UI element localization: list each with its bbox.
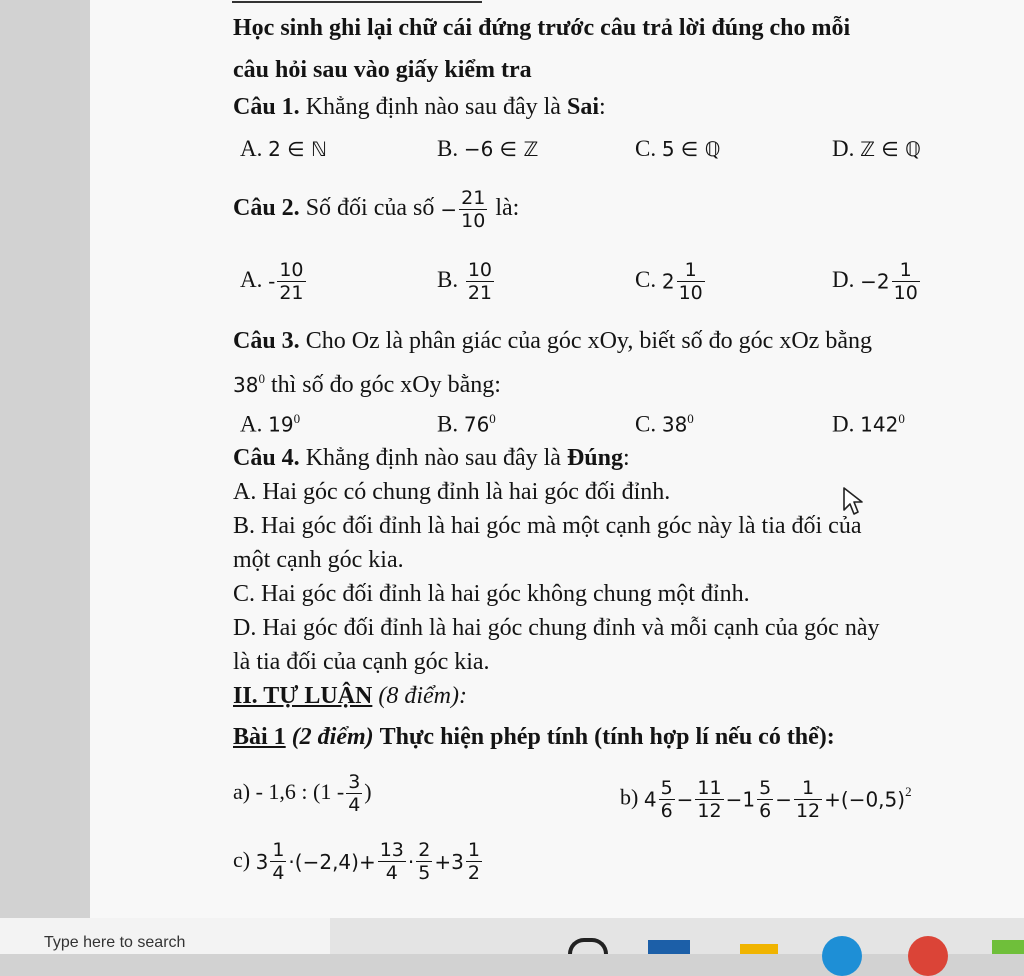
q1-option-c: C. 5 ∈ ℚ: [635, 136, 721, 161]
exercise-1-label: Bài 1: [233, 724, 286, 750]
q1-option-a: A. 2 ∈ ℕ: [240, 136, 328, 161]
question-1-emphasis: Sai: [566, 94, 599, 120]
question-2-fraction: $\frac{21}{10}$: [461, 186, 486, 232]
q3-option-a: A. $19^0$: [240, 411, 301, 437]
question-4-label: Câu 4.: [233, 445, 300, 471]
question-3: [233, 326, 872, 356]
edge-browser-icon[interactable]: [822, 936, 862, 976]
q3-option-b: B. $76^0$: [437, 411, 496, 437]
q2-option-a: A. - $\frac{10}{21}$: [240, 259, 304, 305]
q4-option-c: C. Hai góc đối đỉnh là hai góc không chung một đỉnh.: [233, 581, 750, 607]
exercise-1-points: (2 điểm): [291, 724, 374, 750]
q2-option-b: B. $\frac{10}{21}$: [437, 259, 493, 305]
file-explorer-icon[interactable]: [740, 944, 778, 954]
instruction-line-2: câu hỏi sau vào giấy kiểm tra: [233, 57, 532, 83]
instruction-line-1: Học sinh ghi lại chữ cái đứng trước câu trả lời đúng cho mỗi: [233, 15, 851, 41]
task-view-icon[interactable]: [568, 938, 608, 954]
taskbar-search-box[interactable]: [0, 918, 330, 954]
question-2-end: là:: [495, 195, 520, 221]
exercise-1a: a) - 1,6 : (1 - $\frac{3}{4}$ ): [233, 771, 372, 817]
q2-option-d: D. −2 $\frac{1}{10}$: [832, 259, 918, 305]
q4-option-a: A. Hai góc có chung đỉnh là hai góc đối đỉnh.: [233, 479, 671, 505]
exercise-1-heading: [233, 722, 835, 752]
mouse-cursor-icon: [842, 486, 866, 518]
taskbar: [0, 918, 1024, 954]
top-rule: [232, 1, 482, 3]
chrome-browser-icon[interactable]: [908, 936, 948, 976]
q4-option-b-line-2: một cạnh góc kia.: [233, 547, 404, 573]
q4-option-d-line-2: là tia đối của cạnh góc kia.: [233, 649, 490, 675]
q3-option-c: C. $38^0$: [635, 411, 694, 437]
question-2: Câu 2. Số đối của số − $\frac{21}{10}$ là:: [233, 186, 520, 232]
q2-option-c: C. 2 $\frac{1}{10}$: [635, 259, 703, 305]
question-1-label: Câu 1.: [233, 94, 300, 120]
question-2-text: Số đối của số: [305, 195, 435, 221]
section-2-heading: [233, 681, 467, 711]
question-3-label: Câu 3.: [233, 328, 300, 354]
q4-option-d-line-1: D. Hai góc đối đỉnh là hai góc chung đỉnh và mỗi cạnh của góc này: [233, 615, 880, 641]
question-4: Câu 4. Khẳng định nào sau đây là Đúng:: [233, 445, 630, 471]
section-2-title: II. TỰ LUẬN: [233, 683, 373, 709]
section-2-points: (8 điểm):: [378, 683, 467, 709]
q3-option-d: D. $142^0$: [832, 411, 905, 437]
q1-option-b: B. −6 ∈ ℤ: [437, 136, 539, 161]
question-4-text: Khẳng định nào sau đây là: [305, 445, 561, 471]
question-2-label: Câu 2.: [233, 195, 300, 221]
question-1: [233, 92, 606, 122]
question-4-emphasis: Đúng: [566, 445, 623, 471]
exercise-1b: b) 4 $\frac{5}{6}$ − $\frac{11}{12}$ −1 $\frac{5}{6}$ − $\frac{1}{12}$ $+(-0,5)^2$: [620, 776, 912, 822]
app-icon[interactable]: [992, 940, 1024, 954]
exercise-1c: c) 3 $\frac{1}{4}$ ·(−2,4)+ $\frac{13}{4}$ · $\frac{2}{5}$ +3 $\frac{1}{2}$: [233, 839, 480, 885]
question-1-text: Khẳng định nào sau đây là: [305, 94, 561, 120]
exercise-1-text: Thực hiện phép tính (tính hợp lí nếu có thể):: [379, 724, 835, 750]
q4-option-b-line-1: B. Hai góc đối đỉnh là hai góc mà một cạnh góc này là tia đối của: [233, 513, 862, 539]
q1-option-d: D. ℤ ∈ ℚ: [832, 136, 921, 161]
taskbar-search-placeholder: Type here to search: [44, 934, 186, 951]
film-app-icon[interactable]: [648, 940, 690, 954]
question-3-text: Cho Oz là phân giác của góc xOy, biết số đo góc xOz bằng: [305, 328, 872, 354]
question-1-end: :: [598, 94, 606, 120]
question-3-line-2: $38^0$ thì số đo góc xOy bằng:: [233, 371, 501, 398]
